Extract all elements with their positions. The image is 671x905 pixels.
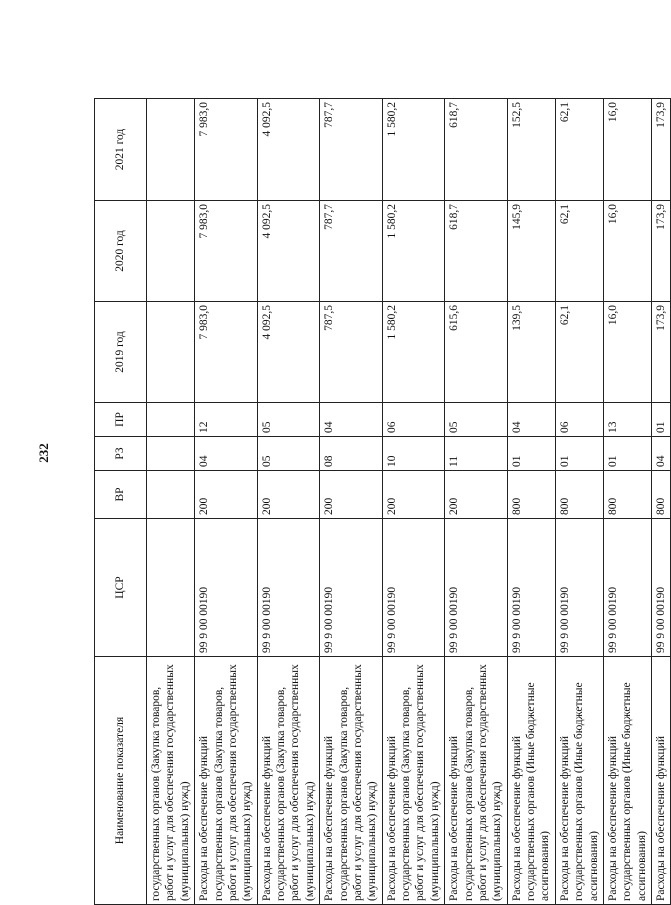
header-2021: 2021 год [95, 99, 147, 201]
cell-2019: 62,1 [555, 302, 603, 403]
header-name: Наименование показателя [95, 657, 147, 905]
cell-csr: 99 9 00 00190 [195, 519, 258, 657]
header-row [95, 99, 147, 905]
cell-pr: 06 [555, 403, 603, 437]
cell-2021: 16,0 [603, 99, 651, 201]
cell-2019: 1 580,2 [382, 302, 445, 403]
cell-pr: 06 [382, 403, 445, 437]
cell-2021: 1 580,2 [382, 99, 445, 201]
cell-2020: 1 580,2 [382, 201, 445, 302]
cell-2020 [147, 201, 195, 302]
cell-rz: 01 [555, 437, 603, 471]
header-2019: 2019 год [95, 302, 147, 403]
cell-csr: 99 9 00 00190 [445, 519, 508, 657]
cell-pr [147, 403, 195, 437]
cell-name: Расходы на обеспечение функций государственных органов (Закупка товаров, работ и услуг для обеспечения государственных (муниципальных) нужд) [195, 657, 258, 905]
table-row [257, 99, 320, 905]
cell-name: Расходы на обеспечение функций [652, 657, 671, 905]
cell-csr: 99 9 00 00190 [257, 519, 320, 657]
cell-csr: 99 9 00 00190 [382, 519, 445, 657]
table-row [445, 99, 508, 905]
cell-vr: 200 [195, 471, 258, 519]
cell-2021: 173,9 [652, 99, 671, 201]
table-row [195, 99, 258, 905]
cell-csr [147, 519, 195, 657]
cell-2021: 152,5 [507, 99, 555, 201]
cell-pr: 13 [603, 403, 651, 437]
cell-2020: 62,1 [555, 201, 603, 302]
cell-vr: 200 [257, 471, 320, 519]
table-row [507, 99, 555, 905]
cell-2020: 4 092,5 [257, 201, 320, 302]
header-pr: ПР [95, 403, 147, 437]
cell-2020: 618,7 [445, 201, 508, 302]
cell-name: Расходы на обеспечение функций государственных органов (Иные бюджетные ассигнования) [507, 657, 555, 905]
cell-csr: 99 9 00 00190 [320, 519, 383, 657]
cell-csr: 99 9 00 00190 [652, 519, 671, 657]
cell-vr: 800 [652, 471, 671, 519]
cell-csr: 99 9 00 00190 [507, 519, 555, 657]
cell-rz [147, 437, 195, 471]
cell-vr: 200 [445, 471, 508, 519]
cell-pr: 12 [195, 403, 258, 437]
cell-csr: 99 9 00 00190 [603, 519, 651, 657]
cell-2020: 16,0 [603, 201, 651, 302]
cell-vr: 800 [603, 471, 651, 519]
table-row [555, 99, 603, 905]
budget-table [94, 98, 671, 905]
cell-2020: 787,7 [320, 201, 383, 302]
page-number: 232 [36, 443, 51, 463]
cell-2021 [147, 99, 195, 201]
table-row [147, 99, 195, 905]
header-vr: ВР [95, 471, 147, 519]
cell-rz: 01 [507, 437, 555, 471]
cell-2019: 16,0 [603, 302, 651, 403]
cell-rz: 11 [445, 437, 508, 471]
cell-vr: 200 [382, 471, 445, 519]
cell-rz: 04 [652, 437, 671, 471]
cell-2019: 787,5 [320, 302, 383, 403]
cell-name: Расходы на обеспечение функций государственных органов (Закупка товаров, работ и услуг для обеспечения государственных (муниципальных) нужд) [382, 657, 445, 905]
cell-name: Расходы на обеспечение функций государственных органов (Иные бюджетные ассигнования) [555, 657, 603, 905]
cell-2021: 4 092,5 [257, 99, 320, 201]
cell-pr: 04 [320, 403, 383, 437]
cell-name: Расходы на обеспечение функций государственных органов (Закупка товаров, работ и услуг для обеспечения государственных (муниципальных) нужд) [257, 657, 320, 905]
cell-2019: 139,5 [507, 302, 555, 403]
cell-csr: 99 9 00 00190 [555, 519, 603, 657]
cell-2019 [147, 302, 195, 403]
cell-rz: 01 [603, 437, 651, 471]
table-row [320, 99, 383, 905]
cell-2021: 618,7 [445, 99, 508, 201]
cell-name: Расходы на обеспечение функций государственных органов (Иные бюджетные ассигнования) [603, 657, 651, 905]
cell-vr: 200 [320, 471, 383, 519]
rotated-table-container [94, 99, 667, 905]
cell-pr: 04 [507, 403, 555, 437]
cell-2019: 615,6 [445, 302, 508, 403]
cell-pr: 05 [257, 403, 320, 437]
header-2020: 2020 год [95, 201, 147, 302]
cell-rz: 10 [382, 437, 445, 471]
table-row [603, 99, 651, 905]
cell-rz: 08 [320, 437, 383, 471]
cell-2020: 7 983,0 [195, 201, 258, 302]
cell-2021: 62,1 [555, 99, 603, 201]
cell-rz: 05 [257, 437, 320, 471]
cell-pr: 05 [445, 403, 508, 437]
cell-2020: 173,9 [652, 201, 671, 302]
cell-2021: 7 983,0 [195, 99, 258, 201]
cell-2020: 145,9 [507, 201, 555, 302]
header-rz: РЗ [95, 437, 147, 471]
cell-rz: 04 [195, 437, 258, 471]
header-csr: ЦСР [95, 519, 147, 657]
cell-2019: 4 092,5 [257, 302, 320, 403]
cell-vr [147, 471, 195, 519]
cell-name: Расходы на обеспечение функций государственных органов (Закупка товаров, работ и услуг для обеспечения государственных (муниципальных) нужд) [445, 657, 508, 905]
table-row [382, 99, 445, 905]
cell-name: государственных органов (Закупка товаров, работ и услуг для обеспечения государственных (муниципальных) нужд) [147, 657, 195, 905]
table-row [652, 99, 671, 905]
cell-2019: 173,9 [652, 302, 671, 403]
cell-name: Расходы на обеспечение функций государственных органов (Закупка товаров, работ и услуг для обеспечения государственных (муниципальных) нужд) [320, 657, 383, 905]
cell-2019: 7 983,0 [195, 302, 258, 403]
cell-pr: 01 [652, 403, 671, 437]
cell-vr: 800 [507, 471, 555, 519]
cell-vr: 800 [555, 471, 603, 519]
cell-2021: 787,7 [320, 99, 383, 201]
